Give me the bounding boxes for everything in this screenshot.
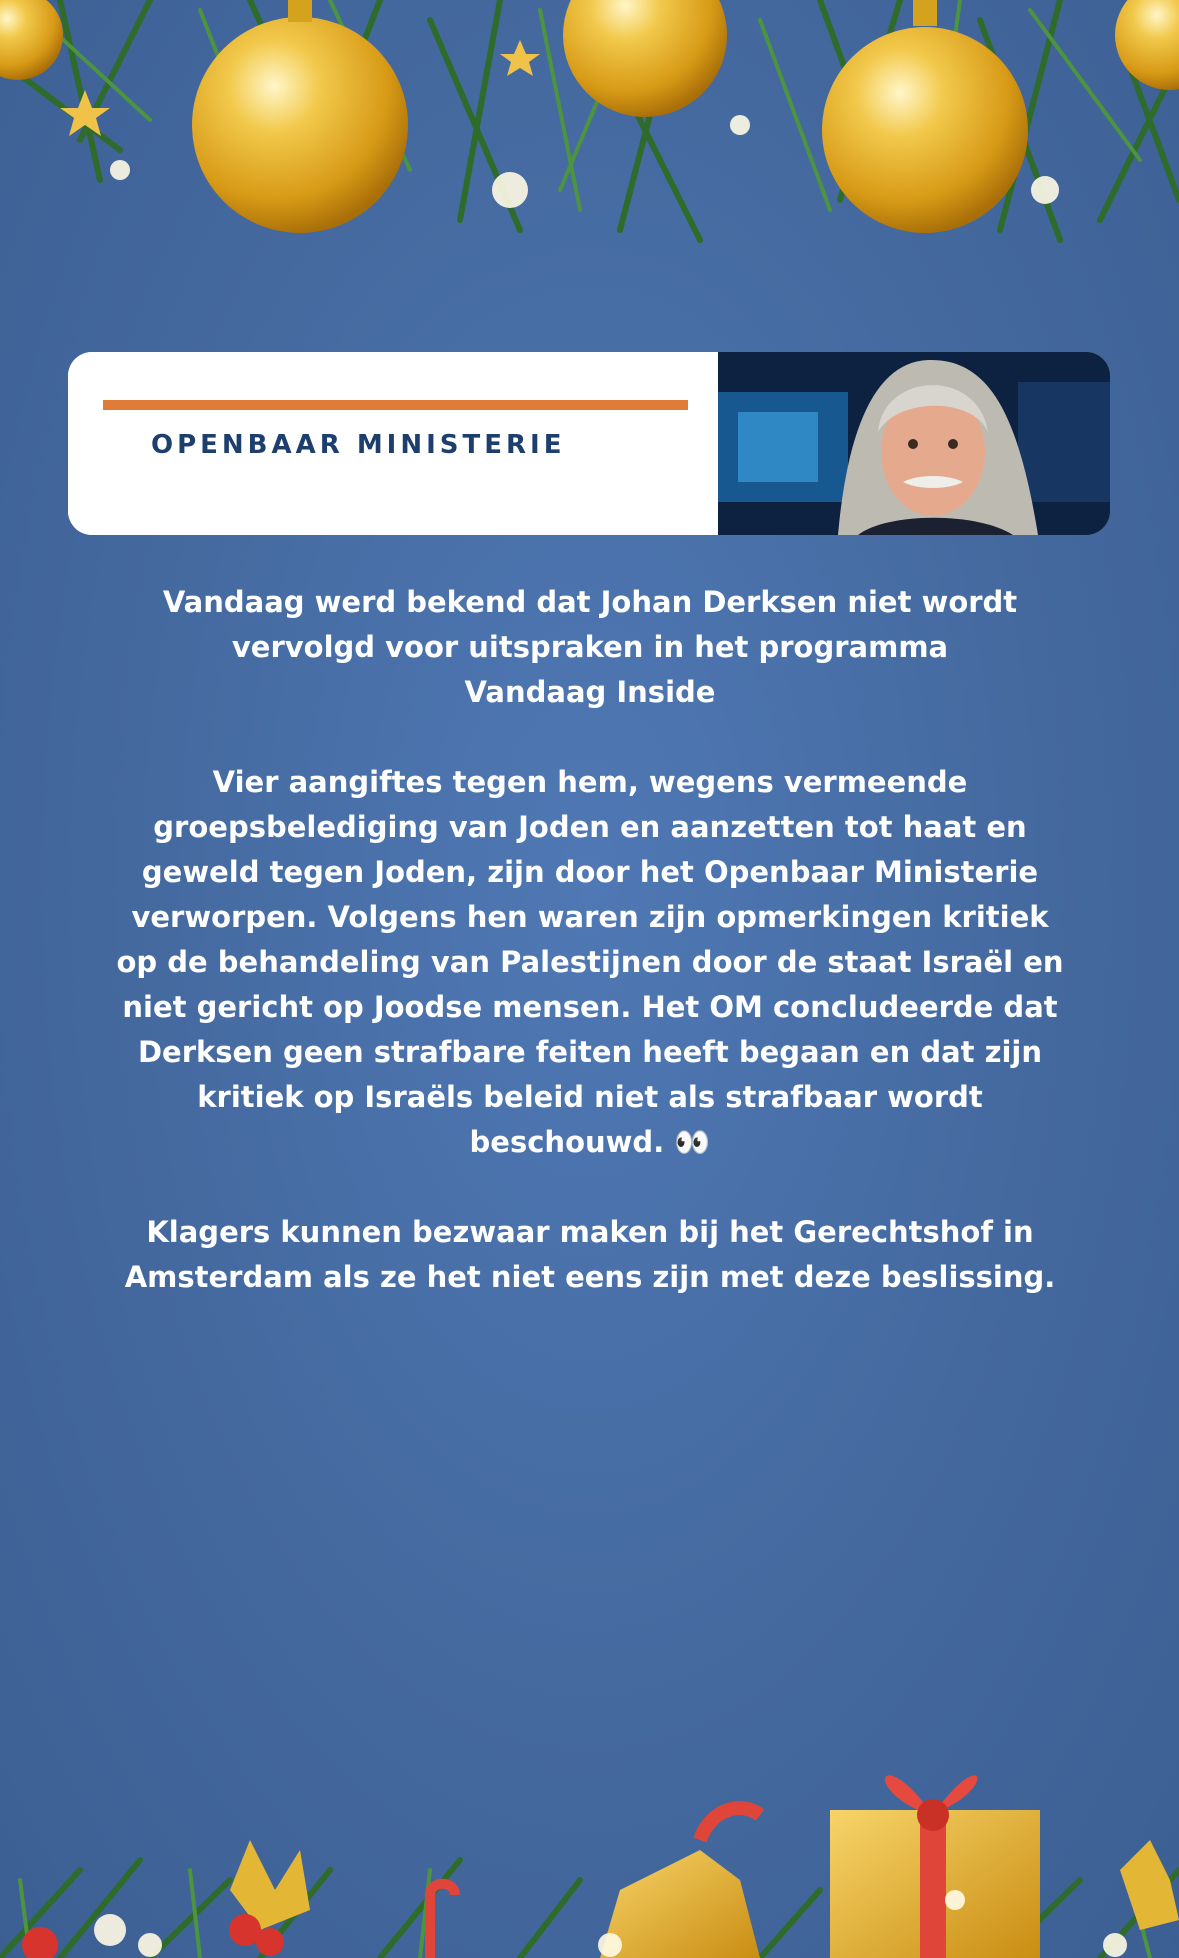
story-line: groepsbelediging van Joden en aanzetten tot haat en (153, 810, 1027, 844)
story-line-last (60, 1120, 1120, 1165)
news-banner (68, 352, 1110, 535)
story-paragraph-1 (60, 580, 1120, 715)
story-line: Vier aangiftes tegen hem, wegens vermeende (212, 765, 968, 799)
story-line: verworpen. Volgens hen waren zijn opmerkingen kritiek (131, 900, 1049, 934)
story-paragraph-3 (60, 1210, 1120, 1300)
christmas-garland-top (0, 0, 1179, 300)
story-line: beschouwd. (469, 1125, 665, 1159)
story-line: geweld tegen Joden, zijn door het Openbaar Ministerie (141, 855, 1039, 889)
story-paragraph-2 (60, 760, 1120, 1165)
eyes-emoji-icon: 👀 (674, 1125, 711, 1159)
story-line: Amsterdam als ze het niet eens zijn met deze beslissing. (124, 1260, 1056, 1294)
banner-logo-panel (68, 352, 718, 535)
story-line: vervolgd voor uitspraken in het programma (231, 630, 949, 664)
story-line: kritiek op Israëls beleid niet als strafbaar wordt (197, 1080, 983, 1114)
story-line: Vandaag Inside (464, 675, 716, 709)
story-line: Vandaag werd bekend dat Johan Derksen niet wordt (162, 585, 1018, 619)
story-line: niet gericht op Joodse mensen. Het OM concludeerde dat (122, 990, 1058, 1024)
christmas-garland-bottom (0, 1720, 1179, 1958)
orange-rule (103, 400, 688, 410)
story-text (60, 580, 1120, 1345)
openbaar-ministerie-logo-text: OPENBAAR MINISTERIE (151, 430, 566, 460)
story-line: Derksen geen strafbare feiten heeft begaan en dat zijn (137, 1035, 1043, 1069)
story-line: Klagers kunnen bezwaar maken bij het Gerechtshof in (146, 1215, 1034, 1249)
person-photo (718, 352, 1110, 535)
story-line: op de behandeling van Palestijnen door de staat Israël en (116, 945, 1064, 979)
